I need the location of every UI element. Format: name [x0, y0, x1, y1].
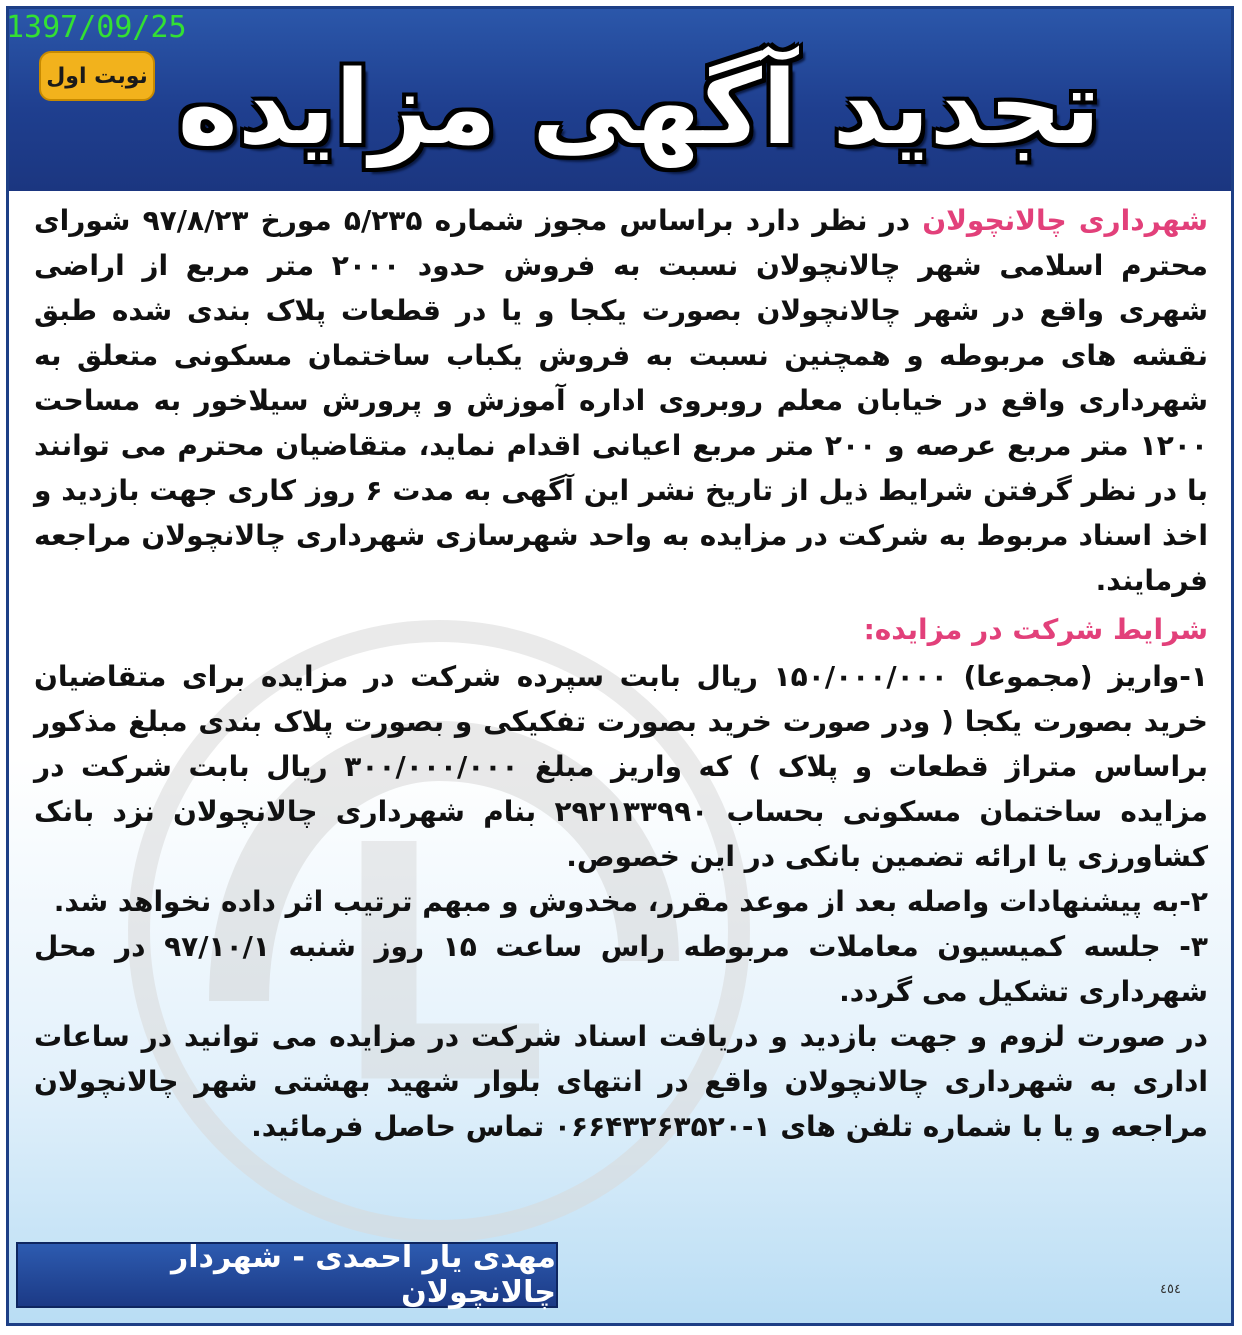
- date-stamp: 1397/09/25: [6, 10, 187, 45]
- intro-paragraph: [34, 198, 1208, 603]
- round-badge: نوبت اول: [39, 51, 155, 101]
- condition-item-1: ۱-واریز (مجموعا) ۱۵۰/۰۰۰/۰۰۰ ریال بابت سپرده شرکت در مزایده برای متقاضیان خرید بصورت یکجا ( ودر صورت خرید بصورت تفکیکی و بصورت پلاک بندی مبلغ مذکور براساس متراژ قطعات و پلاک ) که واریز مبلغ ۳۰۰/۰۰۰/۰۰۰ ریال بابت شرکت در مزایده ساختمان مسکونی بحساب ۲۹۲۱۳۳۹۹۰ بنام شهرداری چالانچولان نزد بانک کشاورزی یا ارائه تضمین بانکی در این خصوص.: [34, 660, 1209, 873]
- condition-item-2: ۲-به پیشنهادات واصله بعد از موعد مقرر، مخدوش و مبهم ترتیب اثر داده نخواهد شد.: [53, 885, 1208, 918]
- conditions-title: شرایط شرکت در مزایده:: [863, 613, 1208, 646]
- closing-paragraph: در صورت لزوم و جهت بازدید و دریافت اسناد شرکت در مزایده می توانید در ساعات اداری به شهرداری چالانچولان واقع در انتهای بلوار شهید بهشتی شهر چالانچولان مراجعه و یا با شماره تلفن های ۱-۰۶۶۴۳۲۶۳۵۲۰ تماس حاصل فرمائید.: [34, 1020, 1208, 1143]
- header-banner: [9, 9, 1231, 191]
- page-title: تجدید آگهی مزایده: [177, 49, 1101, 168]
- ad-body: [34, 198, 1208, 1149]
- condition-item-3: ۳- جلسه کمیسیون معاملات مربوطه راس ساعت ۱۵ روز شنبه ۹۷/۱۰/۱ در محل شهرداری تشکیل می گردد.: [34, 930, 1208, 1008]
- ad-code: ٤٥٤: [1160, 1282, 1181, 1297]
- municipality-name: شهرداری چالانچولان: [922, 204, 1209, 237]
- signature-box: مهدی یار احمدی - شهردار چالانچولان: [16, 1242, 558, 1308]
- intro-text: در نظر دارد براساس مجوز شماره ۵/۲۳۵ مورخ ۹۷/۸/۲۳ شورای محترم اسلامی شهر چالانچولان نسبت به فروش حدود ۲۰۰۰ متر مربع از اراضی شهری واقع در شهر چالانچولان بصورت یکجا و یا در قطعات پلاک بندی شده طبق نقشه های مربوطه و همچنین نسبت به فروش یکباب ساختمان مسکونی متعلق به شهرداری واقع در خیابان معلم روبروی اداره آموزش و پرورش سیلاخور به مساحت ۱۲۰۰ متر مربع عرصه و ۲۰۰ متر مربع اعیانی اقدام نماید، متقاضیان محترم می توانند با در نظر گرفتن شرایط ذیل از تاریخ نشر این آگهی به مدت ۶ روز کاری جهت بازدید و اخذ اسناد مربوط به شرکت در مزایده به واحد شهرسازی شهرداری چالانچولان مراجعه فرمایند.: [34, 204, 1209, 597]
